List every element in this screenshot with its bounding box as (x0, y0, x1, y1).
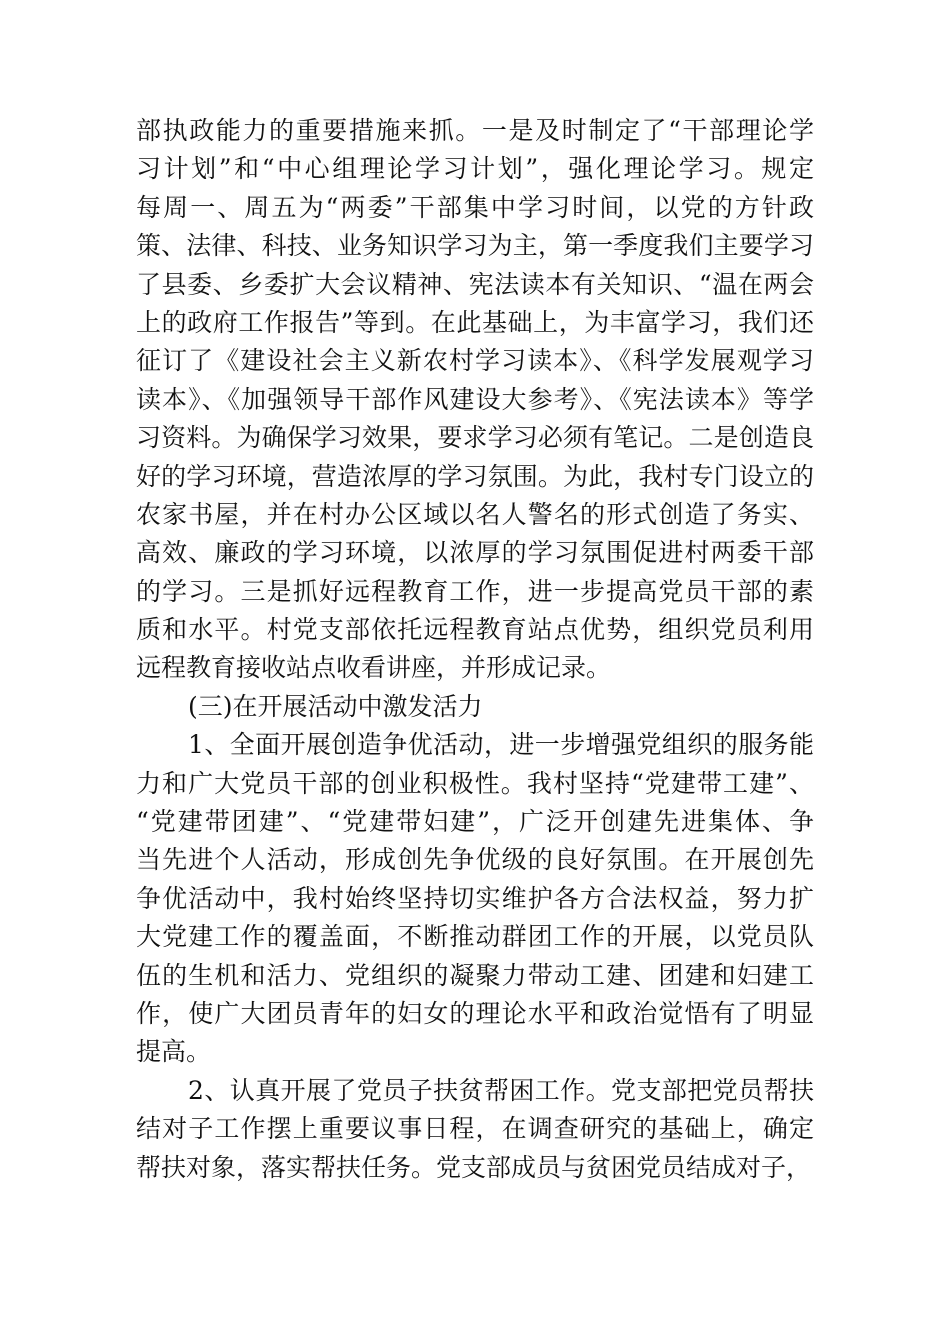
text-line: 好的学习环境，营造浓厚的学习氛围。为此，我村专门设立的 (136, 461, 814, 491)
text-line: 远程教育接收站点收看讲座，并形成记录。 (136, 653, 612, 683)
paragraph-p1 (136, 112, 814, 688)
paragraph-p4 (136, 1072, 814, 1187)
text-line: 作，使广大团员青年的妇女的理论水平和政治觉悟有了明显 (136, 998, 814, 1028)
text-line: (三)在开展活动中激发活力 (188, 691, 483, 721)
text-line: 当先进个人活动，形成创先争优级的良好氛围。在开展创先 (136, 845, 814, 875)
text-line: 高效、廉政的学习环境，以浓厚的学习氛围促进村两委干部 (136, 538, 814, 568)
text-line: 的学习。三是抓好远程教育工作，进一步提高党员干部的素 (136, 576, 814, 606)
text-line: “党建带团建”、“党建带妇建”，广泛开创建先进集体、争 (136, 807, 814, 837)
text-line: 读本》、《加强领导干部作风建设大参考》、《宪法读本》等学 (136, 384, 814, 414)
text-line: 力和广大党员干部的创业积极性。我村坚持“党建带工建”、 (136, 768, 814, 798)
paragraph-p3 (136, 726, 814, 1072)
paragraph-p2 (136, 688, 814, 726)
text-line: 上的政府工作报告”等到。在此基础上，为丰富学习，我们还 (136, 307, 814, 337)
text-line: 质和水平。村党支部依托远程教育站点优势，组织党员利用 (136, 615, 814, 645)
document-body (136, 112, 814, 1187)
text-line: 了县委、乡委扩大会议精神、宪法读本有关知识、“温在两会 (136, 269, 814, 299)
text-line: 伍的生机和活力、党组织的凝聚力带动工建、团建和妇建工 (136, 960, 814, 990)
text-line: 征订了《建设社会主义新农村学习读本》、《科学发展观学习 (136, 346, 814, 376)
text-line: 提高。 (136, 1037, 212, 1067)
text-line: 农家书屋，并在村办公区域以名人警名的形式创造了务实、 (136, 499, 814, 529)
text-line: 2、认真开展了党员子扶贫帮困工作。党支部把党员帮扶 (188, 1075, 814, 1105)
text-line: 大党建工作的覆盖面，不断推动群团工作的开展，以党员队 (136, 922, 814, 952)
text-line: 结对子工作摆上重要议事日程，在调查研究的基础上，确定 (136, 1114, 814, 1144)
text-line: 部执政能力的重要措施来抓。一是及时制定了“干部理论学 (136, 116, 814, 145)
text-line: 争优活动中，我村始终坚持切实维护各方合法权益，努力扩 (136, 883, 814, 913)
text-line: 习资料。为确保学习效果，要求学习必须有笔记。二是创造良 (136, 423, 814, 453)
text-line: 帮扶对象，落实帮扶任务。党支部成员与贫困党员结成对子， (136, 1152, 812, 1182)
text-line: 1、全面开展创造争优活动，进一步增强党组织的服务能 (188, 730, 814, 760)
text-line: 习计划”和“中心组理论学习计划”，强化理论学习。规定 (136, 154, 814, 184)
text-line: 每周一、周五为“两委”干部集中学习时间，以党的方针政 (136, 192, 814, 222)
text-line: 策、法律、科技、业务知识学习为主，第一季度我们主要学习 (136, 231, 814, 261)
